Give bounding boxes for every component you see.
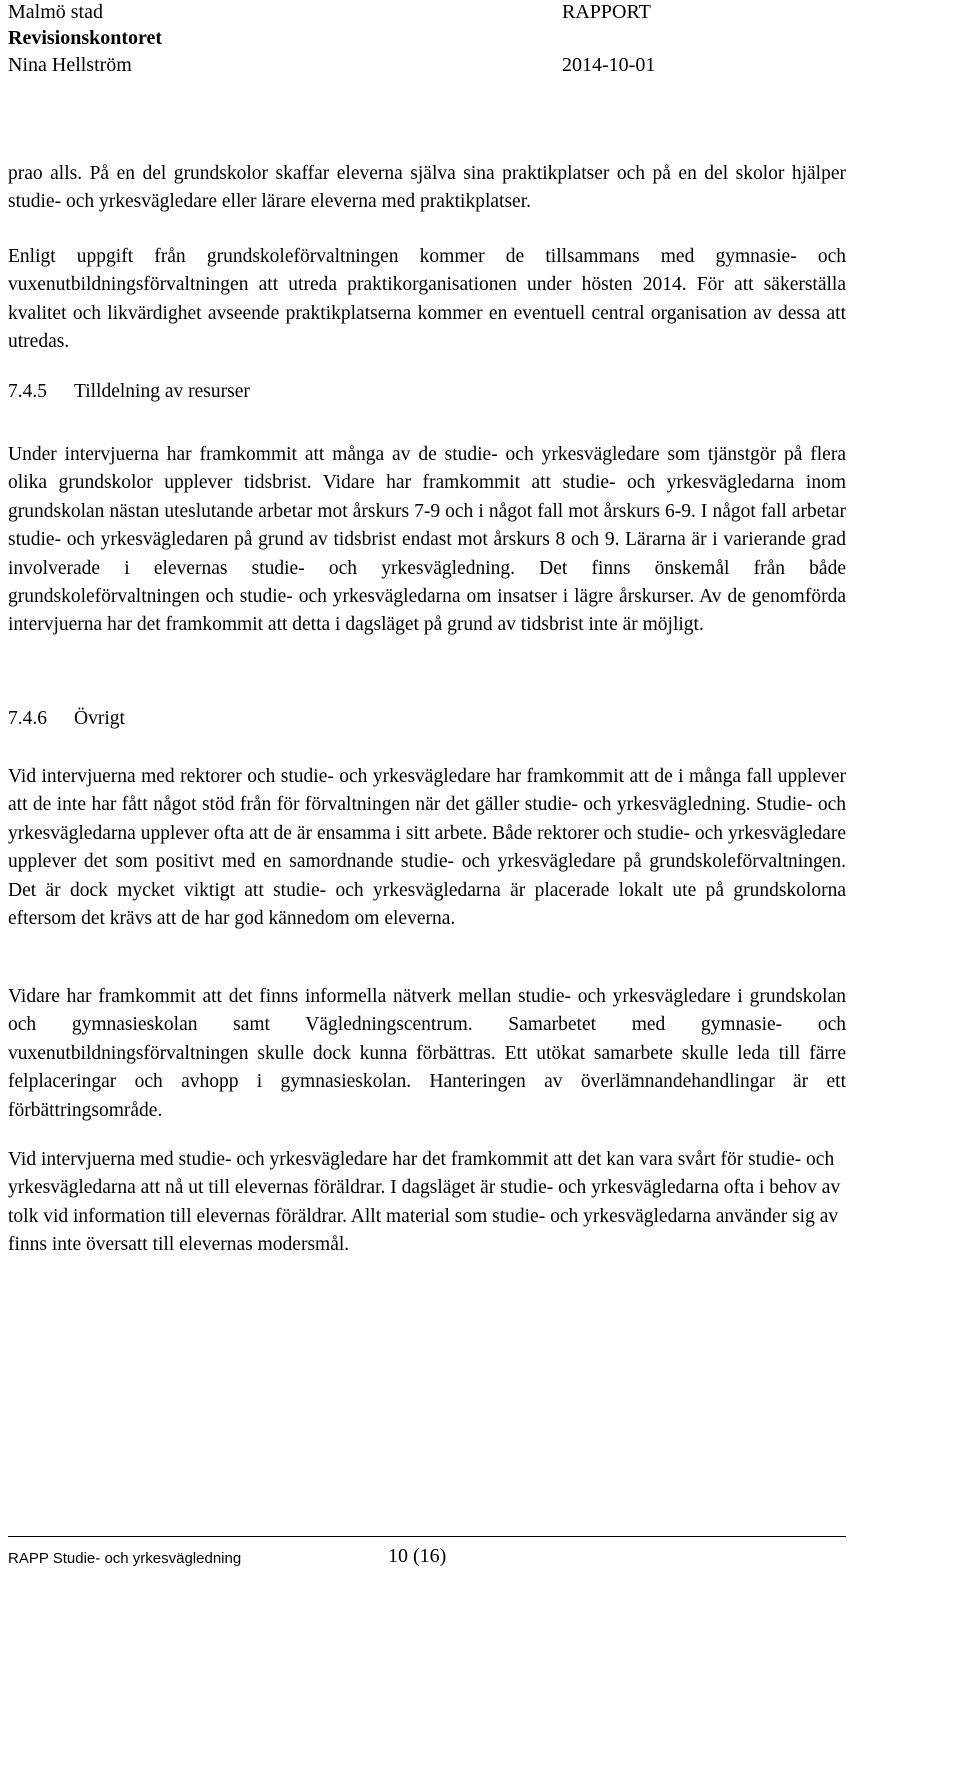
header-date: 2014-10-01 [562,54,656,76]
paragraph-ovrigt-stod: Vid intervjuerna med rektorer och studie- och yrkesvägledare har framkommit att de i många fall upplever att de inte har fått något stöd från för förvaltningen när det gäller studie- och yrkesvägledning. Studie- och yrkesvägledarna upplever ofta att de är ensamma i sitt arbete. Både rektorer och studie- och yrkesvägledare upplever det som positivt med en samordnande studie- och yrkesvägledare på grundskoleförvaltningen. Det är dock mycket viktigt att studie- och yrkesvägledarna är placerade lokalt ute på grundskolorna eftersom det krävs att de har god kännedom om eleverna. [8,766,846,930]
section-heading-tilldelning [8,378,846,406]
section-title: Övrigt [74,708,125,729]
paragraph-praktik: prao alls. På en del grundskolor skaffar eleverna själva sina praktikplatser och på en del skolor hjälper studie- och yrkesvägledare eller lärare eleverna med praktikplatser. [8,163,846,213]
header-org: Malmö stad [8,1,103,23]
paragraph-foraldrar: Vid intervjuerna med studie- och yrkesvägledare har det framkommit att det kan vara svårt för studie- och yrkesvägledarna att nå ut till elevernas föräldrar. I dagsläget är studie- och yrkesvägledarna ofta i behov av tolk vid information till elevernas föräldrar. Allt material som studie- och yrkesvägledarna använder sig av finns inte översatt till elevernas modersmål. [8,1149,841,1256]
footer-rule [8,1536,846,1537]
section-title: Tilldelning av resurser [74,381,250,402]
paragraph-natverk: Vidare har framkommit att det finns informella nätverk mellan studie- och yrkesvägledare i grundskolan och gymnasieskolan samt Vägledningscentrum. Samarbetet med gymnasie- och vuxenutbildningsförvaltningen skulle dock kunna förbättras. Ett utökat samarbete skulle leda till färre felplaceringar och avhopp i gymnasieskolan. Hanteringen av överlämnandehandlingar är ett förbättringsområde. [8,986,846,1121]
header-author: Nina Hellström [8,54,132,76]
header-doc-type: RAPPORT [562,1,651,23]
section-heading-ovrigt [8,705,846,733]
paragraph-utredning: Enligt uppgift från grundskoleförvaltningen kommer de tillsammans med gymnasie- och vuxenutbildningsförvaltningen att utreda praktikorganisationen under hösten 2014. För att säkerställa kvalitet och likvärdighet avseende praktikplatserna kommer en eventuell central organisation av dessa att utredas. [8,246,846,353]
section-number: 7.4.5 [8,381,47,402]
section-number: 7.4.6 [8,708,47,729]
footer-page-number: 10 (16) [388,1545,447,1567]
paragraph-resurser: Under intervjuerna har framkommit att många av de studie- och yrkesvägledare som tjänstgör på flera olika grundskolor upplever tidsbrist. Vidare har framkommit att studie- och yrkesvägledarna inom grundskolan nästan uteslutande arbetar mot årskurs 7-9 och i något fall mot årskurs 6-9. I något fall arbetar studie- och yrkesvägledaren på grund av tidsbrist endast mot årskurs 8 och 9. Lärarna är i varierande grad involverade i elevernas studie- och yrkesvägledning. Det finns önskemål från både grundskoleförvaltningen och studie- och yrkesvägledarna om insatser i lägre årskurser. Av de genomförda intervjuerna har det framkommit att detta i dagsläget på grund av tidsbrist inte är möjligt. [8,444,846,636]
footer-title: RAPP Studie- och yrkesvägledning [8,1550,242,1567]
header-department: Revisionskontoret [8,27,163,49]
